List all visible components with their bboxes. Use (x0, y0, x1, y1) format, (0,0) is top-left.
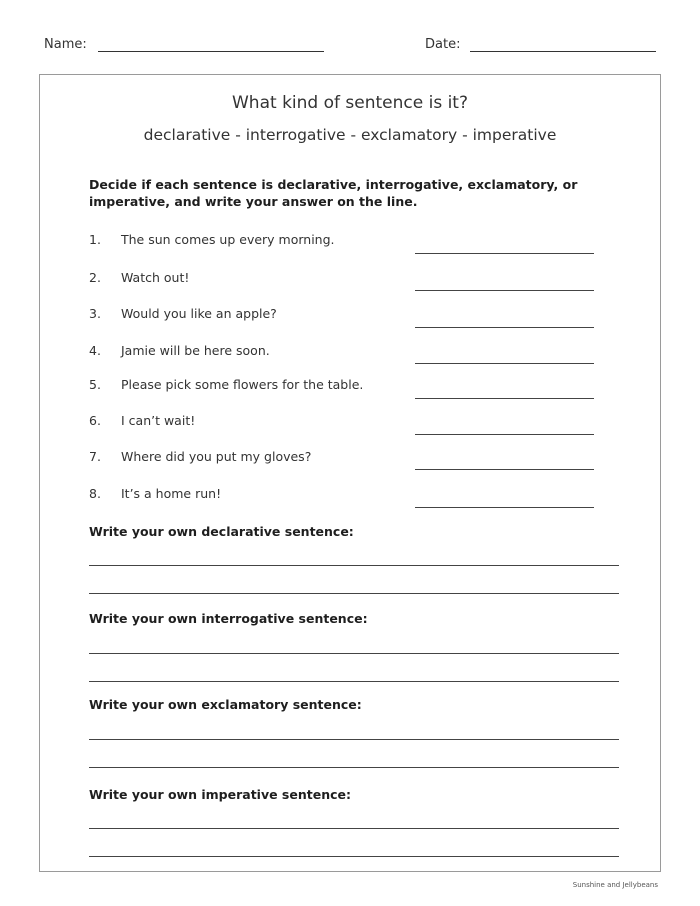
answer-line[interactable] (415, 469, 594, 470)
credit-text: Sunshine and Jellybeans (572, 881, 658, 889)
question-number: 7. (89, 449, 101, 464)
date-field[interactable] (470, 51, 656, 52)
write-line[interactable] (89, 653, 619, 654)
question-number: 3. (89, 306, 101, 321)
question-text: Jamie will be here soon. (121, 343, 270, 358)
question-number: 6. (89, 413, 101, 428)
question-text: The sun comes up every morning. (121, 232, 335, 247)
write-line[interactable] (89, 593, 619, 594)
question-text: It’s a home run! (121, 486, 222, 501)
question-number: 4. (89, 343, 101, 358)
question-number: 1. (89, 232, 101, 247)
question-text: Please pick some flowers for the table. (121, 377, 364, 392)
write-line[interactable] (89, 565, 619, 566)
write-line[interactable] (89, 856, 619, 857)
answer-line[interactable] (415, 290, 594, 291)
write-line[interactable] (89, 739, 619, 740)
page-subtitle: declarative - interrogative - exclamatory - imperative (143, 126, 557, 144)
section-heading-imperative: Write your own imperative sentence: (89, 787, 351, 802)
section-heading-declarative: Write your own declarative sentence: (89, 524, 354, 539)
question-text: Where did you put my gloves? (121, 449, 312, 464)
instructions: Decide if each sentence is declarative, interrogative, exclamatory, or imperative, and write your answer on the line. (89, 177, 578, 209)
name-field[interactable] (98, 51, 324, 52)
question-number: 5. (89, 377, 101, 392)
answer-line[interactable] (415, 434, 594, 435)
answer-line[interactable] (415, 253, 594, 254)
name-label: Name: (44, 37, 87, 52)
answer-line[interactable] (415, 327, 594, 328)
write-line[interactable] (89, 828, 619, 829)
question-text: I can’t wait! (121, 413, 196, 428)
answer-line[interactable] (415, 507, 594, 508)
write-line[interactable] (89, 681, 619, 682)
section-heading-exclamatory: Write your own exclamatory sentence: (89, 697, 362, 712)
write-line[interactable] (89, 767, 619, 768)
question-text: Would you like an apple? (121, 306, 277, 321)
question-number: 8. (89, 486, 101, 501)
question-number: 2. (89, 270, 101, 285)
section-heading-interrogative: Write your own interrogative sentence: (89, 611, 368, 626)
answer-line[interactable] (415, 398, 594, 399)
date-label: Date: (425, 37, 461, 52)
page-title: What kind of sentence is it? (232, 93, 468, 113)
question-text: Watch out! (121, 270, 190, 285)
answer-line[interactable] (415, 363, 594, 364)
